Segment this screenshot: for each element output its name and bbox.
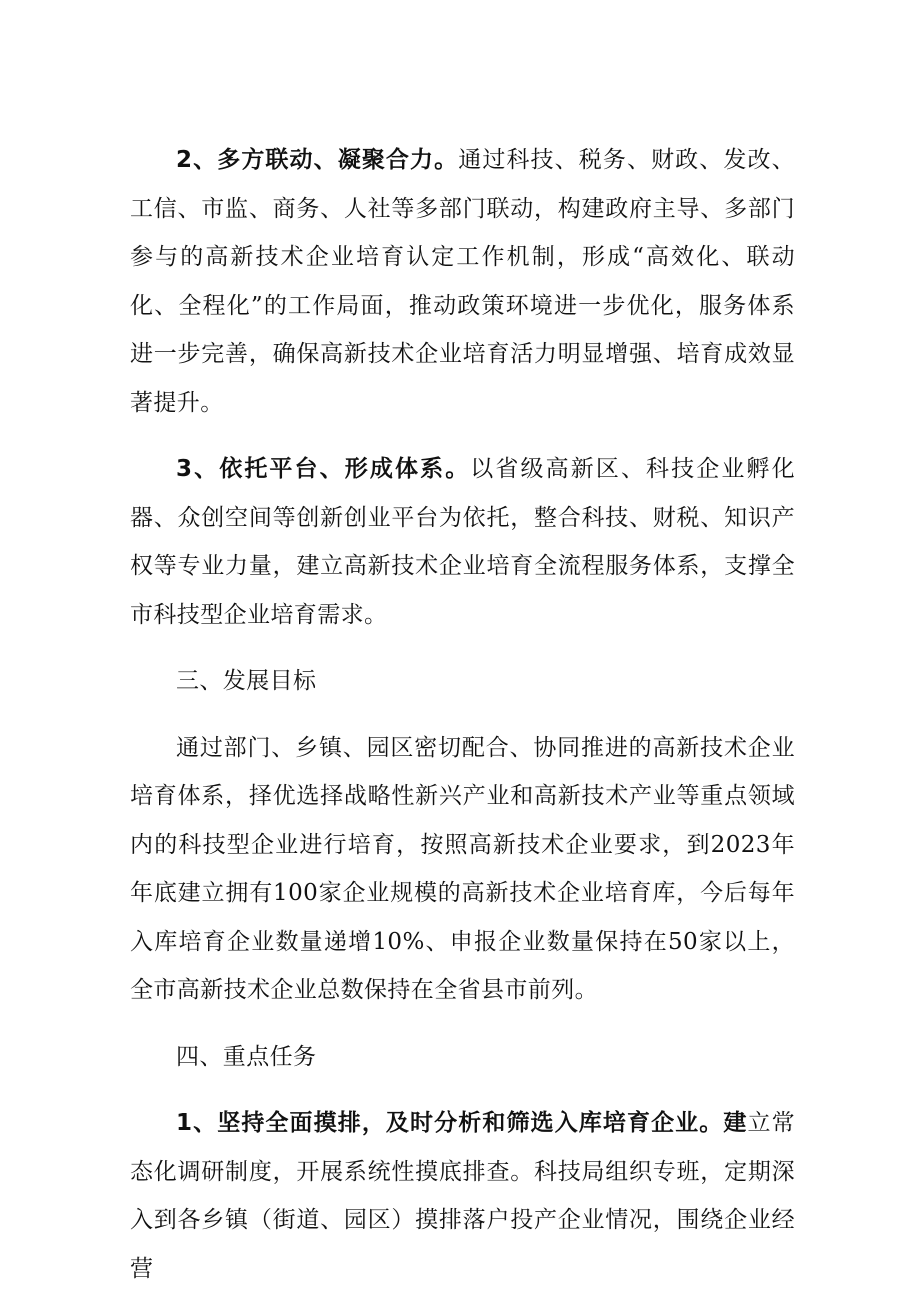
paragraph-lead: 1、坚持全面摸排，及时分析和筛选入库培育企业。建	[176, 1110, 748, 1136]
paragraph-body: 立常态化调研制度，开展系统性摸底排查。科技局组织专班，定期深入到各乡镇（街道、园区）摸排落户投产企业情况，围绕企业经营	[130, 1110, 795, 1282]
paragraph-lead: 3、依托平台、形成体系。	[176, 456, 471, 482]
paragraph-body: 通过科技、税务、财政、发改、工信、市监、商务、人社等多部门联动，构建政府主导、多部门参与的高新技术企业培育认定工作机制，形成“高效化、联动化、全程化”的工作局面，推动政策环境进一步优化，服务体系进一步完善，确保高新技术企业培育活力明显增强、培育成效显著提升。	[130, 147, 795, 416]
paragraph-task-1	[130, 1099, 795, 1293]
paragraph-platform	[130, 445, 795, 639]
section-heading-goals: 三、发展目标	[176, 668, 317, 694]
paragraph-lead: 2、多方联动、凝聚合力。	[176, 147, 459, 173]
document-body	[130, 136, 795, 1293]
paragraph-multi-department	[130, 136, 795, 427]
paragraph-goals: 通过部门、乡镇、园区密切配合、协同推进的高新技术企业培育体系，择优选择战略性新兴产业和高新技术产业等重点领域内的科技型企业进行培育，按照高新技术企业要求，到2023年年底建立拥有100家企业规模的高新技术企业培育库，今后每年入库培育企业数量递增10%、申报企业数量保持在50家以上，全市高新技术企业总数保持在全省县市前列。	[130, 734, 795, 1003]
section-heading-tasks: 四、重点任务	[176, 1043, 317, 1070]
paragraph-body: 以省级高新区、科技企业孵化器、众创空间等创新创业平台为依托，整合科技、财税、知识产权等专业力量，建立高新技术企业培育全流程服务体系，支撑全市科技型企业培育需求。	[130, 456, 795, 628]
